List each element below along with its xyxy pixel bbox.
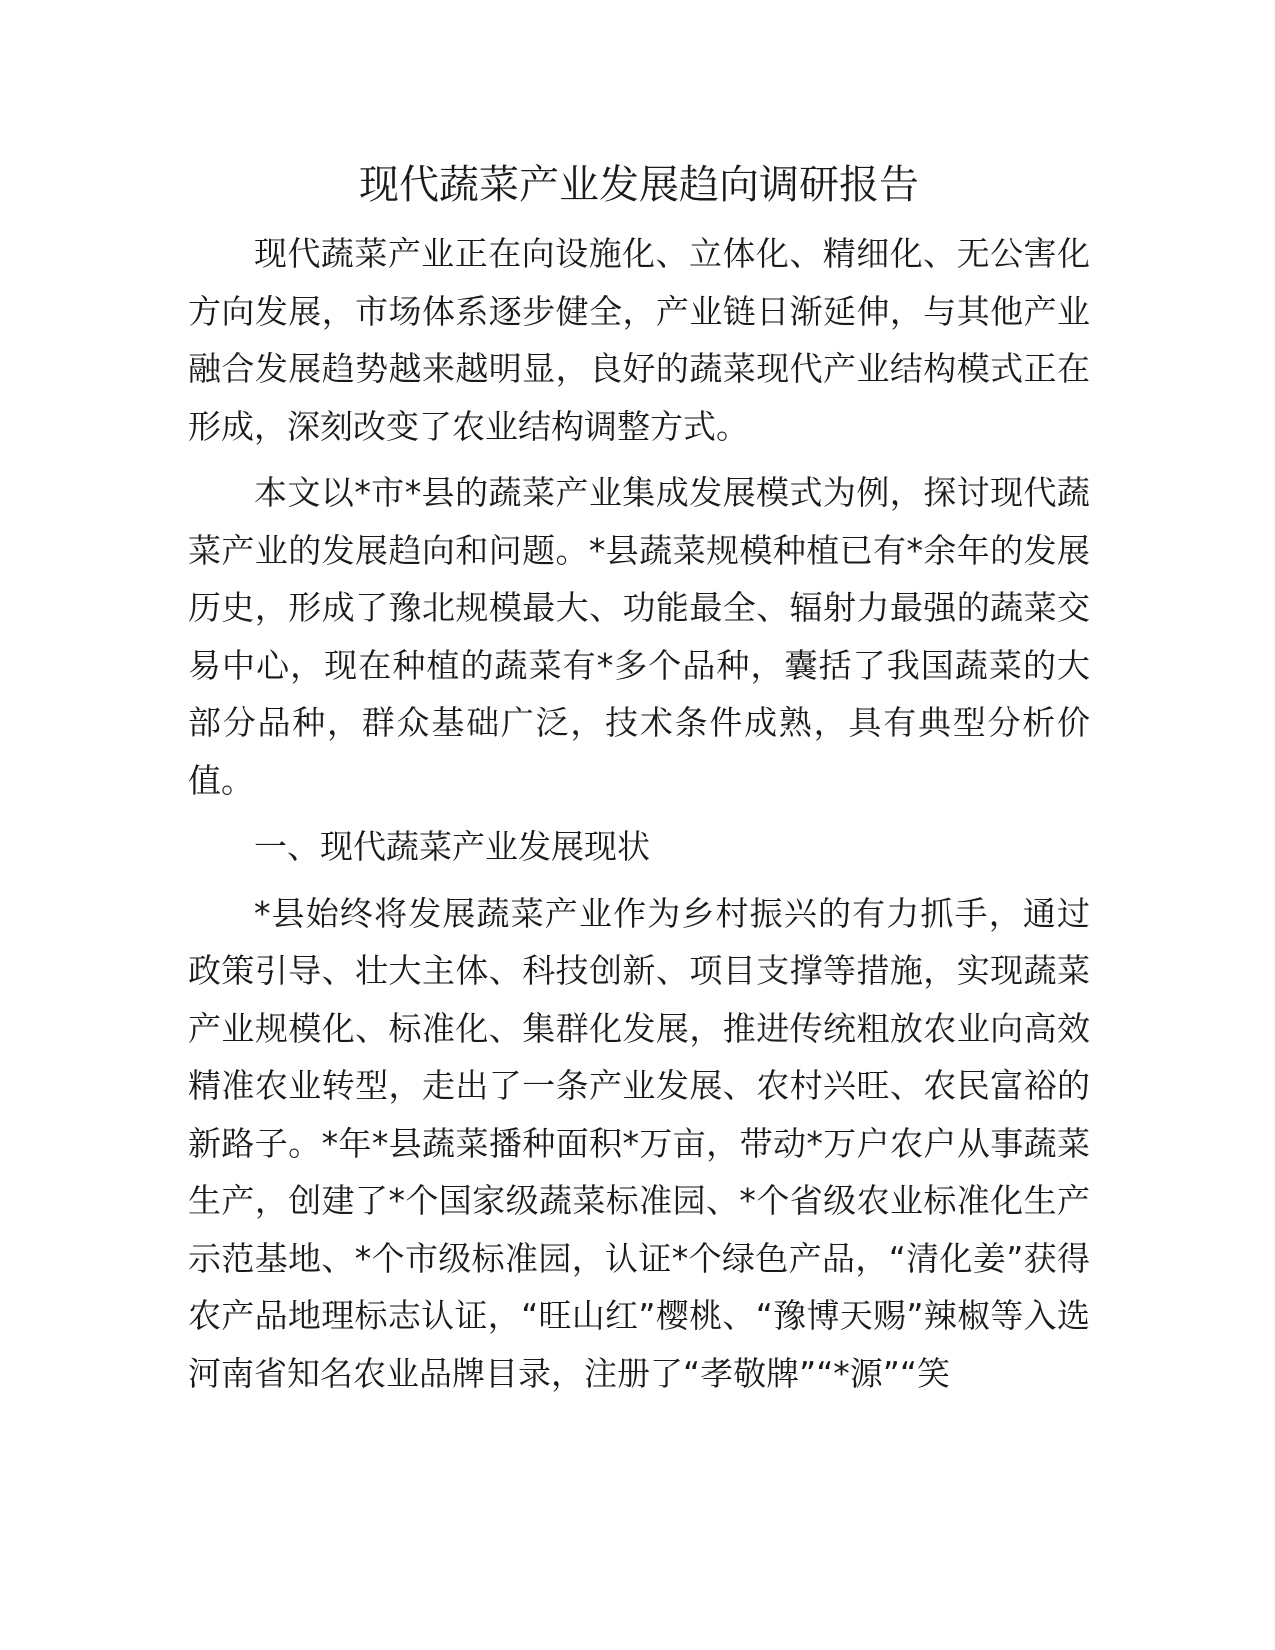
document-body xyxy=(188,145,1090,1402)
paragraph-intro: 现代蔬菜产业正在向设施化、立体化、精细化、无公害化方向发展，市场体系逐步健全，产业链日渐延伸，与其他产业融合发展趋势越来越明显，良好的蔬菜现代产业结构模式正在形成，深刻改变了农业结构调整方式。 xyxy=(188,234,1090,446)
section-heading-current-status: 一、现代蔬菜产业发展现状 xyxy=(254,827,650,866)
document-title: 现代蔬菜产业发展趋向调研报告 xyxy=(359,162,919,208)
paragraph-case-study: 本文以*市*县的蔬菜产业集成发展模式为例，探讨现代蔬菜产业的发展趋向和问题。*县蔬菜规模种植已有*余年的发展历史，形成了豫北规模最大、功能最全、辐射力最强的蔬菜交易中心，现在种植的蔬菜有*多个品种，囊括了我国蔬菜的大部分品种，群众基础广泛，技术条件成熟，具有典型分析价值。 xyxy=(188,473,1090,800)
paragraph-current-status: *县始终将发展蔬菜产业作为乡村振兴的有力抓手，通过政策引导、壮大主体、科技创新、项目支撑等措施，实现蔬菜产业规模化、标准化、集群化发展，推进传统粗放农业向高效精准农业转型，走出了一条产业发展、农村兴旺、农民富裕的新路子。*年*县蔬菜播种面积*万亩，带动*万户农户从事蔬菜生产，创建了*个国家级蔬菜标准园、*个省级农业标准化生产示范基地、*个市级标准园，认证*个绿色产品，“清化姜”获得农产品地理标志认证，“旺山红”樱桃、“豫博天赐”辣椒等入选河南省知名农业品牌目录，注册了“孝敬牌”“*源”“笑 xyxy=(188,893,1090,1393)
